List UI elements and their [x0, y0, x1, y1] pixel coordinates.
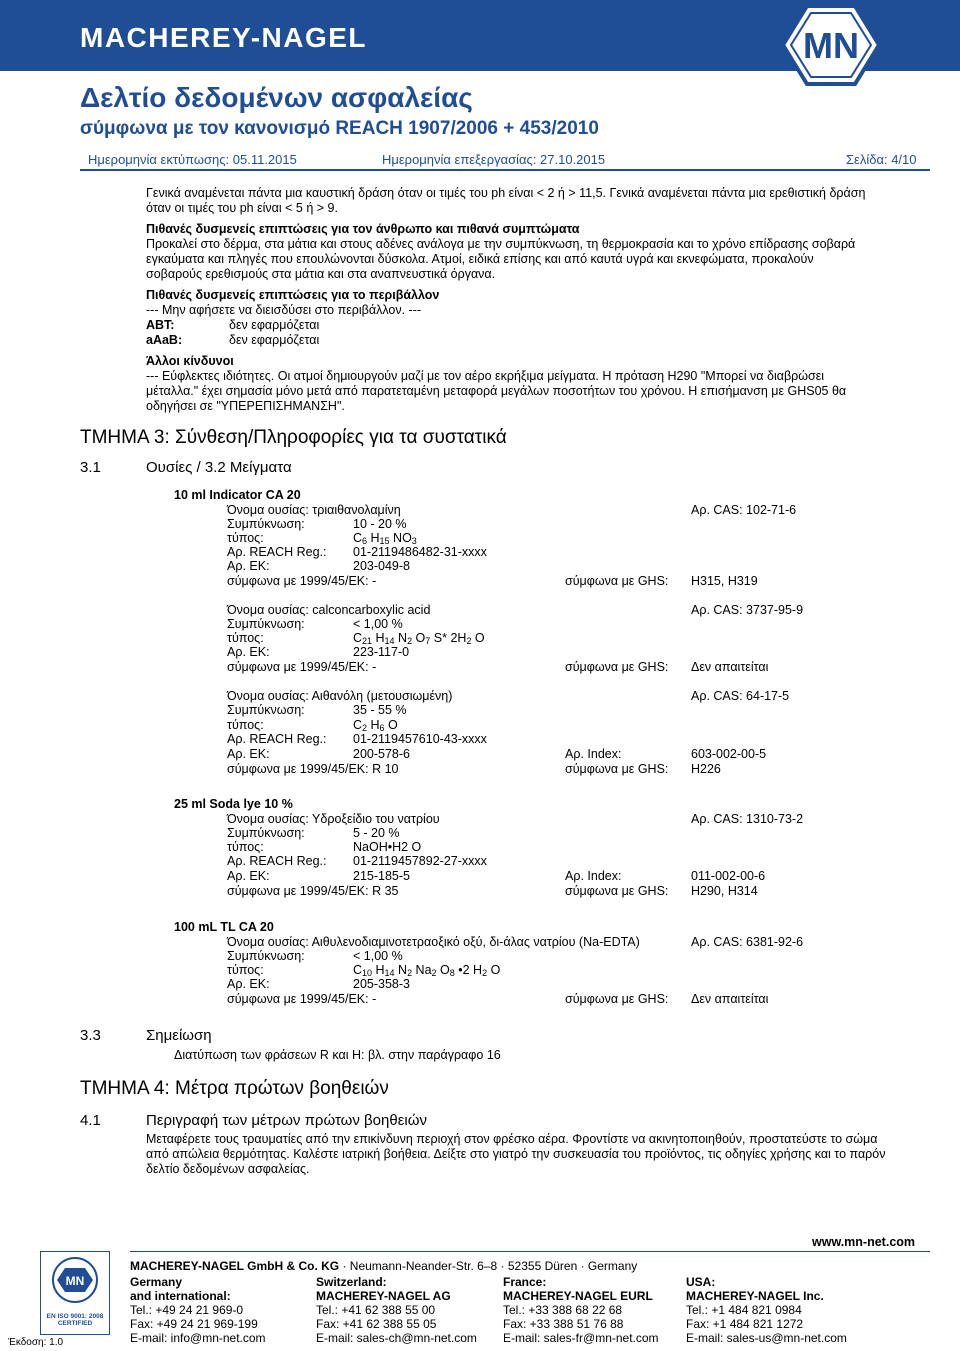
- index-label: Αρ. Index:: [565, 869, 622, 883]
- first-aid-line-2: από απώλεια θερμότητας. Καλέστε ιατρική βοήθεια. Δείξτε στο γιατρό την συσκευασία του προϊόντος, τις οδηγίες χρήσης και το παρόν: [146, 1147, 886, 1161]
- human-effects-line-1: Προκαλεί στο δέρμα, στα μάτια και στους αδένες ανάλογα με την συμπύκνωση, τη θερμοκρασία και το χρόνο επίδρασης σοβαρά: [146, 237, 856, 251]
- print-date: Ημερομηνία εκτύπωσης: 05.11.2015: [88, 152, 297, 167]
- conc-value: < 1,00 %: [353, 949, 403, 963]
- substance-name-label: Όνομα ουσίας: Αιθυλενοδιαμινοτετραοξικό οξύ, δι-άλας νατρίου (Na-EDTA): [227, 935, 640, 949]
- footer-switzerland-heading: Switzerland:: [316, 1275, 387, 1289]
- other-hazards-line-3: οδηγήσει σε "ΥΠΕΡΕΠΙΣΗΜΑΝΣΗ".: [146, 399, 345, 413]
- footer-usa-tel: Tel.: +1 484 821 0984: [686, 1303, 802, 1317]
- other-hazards-heading: Άλλοι κίνδυνοι: [146, 354, 234, 368]
- footer-usa-email[interactable]: E-mail: sales-us@mn-net.com: [686, 1331, 847, 1345]
- brand-name: MACHEREY-NAGEL: [80, 22, 368, 53]
- section-4-1-number: 4.1: [80, 1112, 101, 1129]
- mn-logo-icon: [781, 2, 881, 88]
- ghs-label: σύμφωνα με GHS:: [565, 762, 669, 776]
- reach-value: 01-2119457892-27-xxxx: [353, 854, 487, 868]
- directive-classification: σύμφωνα με 1999/45/ΕΚ: -: [227, 574, 377, 588]
- abt-label: ABT:: [146, 318, 175, 332]
- footer-url[interactable]: www.mn-net.com: [812, 1235, 916, 1249]
- other-hazards-line-2: μέταλλα." έχει σημασία μόνο μετά από παρατεταμένη μεταφορά μεγάλων ποσοτήτων του χρόνου. Η επισήμανση με GHS05 θα: [146, 384, 847, 398]
- human-effects-line-2: εγκαύματα και πληγές που επουλώνονται δύσκολα. Ατμοί, ειδικά επίσης και από καυτά υγρά και εκνεφώματα, προκαλούν: [146, 252, 814, 266]
- footer-germany-tel: Tel.: +49 24 21 969-0: [130, 1303, 244, 1317]
- directive-classification: σύμφωνα με 1999/45/ΕΚ: -: [227, 992, 377, 1006]
- ghs-value: H226: [691, 762, 721, 776]
- substance-name-label: Όνομα ουσίας: calconcarboxylic acid: [227, 603, 431, 617]
- footer-switzerland-tel: Tel.: +41 62 388 55 00: [316, 1303, 436, 1317]
- ghs-label: σύμφωνα με GHS:: [565, 884, 669, 898]
- conc-value: 10 - 20 %: [353, 517, 407, 531]
- footer-usa-company: MACHEREY-NAGEL Inc.: [686, 1289, 824, 1303]
- footer-germany-heading: Germany: [130, 1275, 183, 1289]
- conc-label: Συμπύκνωση:: [227, 617, 305, 631]
- ec-label: Αρ. ΕΚ:: [227, 869, 270, 883]
- iso-certificate-badge: [40, 1251, 110, 1335]
- footer-france-email[interactable]: E-mail: sales-fr@mn-net.com: [503, 1331, 659, 1345]
- formula: $C_2$ $H_6$ O: [353, 718, 398, 733]
- conc-label: Συμπύκνωση:: [227, 949, 305, 963]
- human-effects-line-3: σοβαρούς ερεθισμούς στα μάτια και στα αναπνευστικά όργανα.: [146, 267, 496, 281]
- cas-number: Αρ. CAS: 102-71-6: [691, 503, 797, 517]
- footer-france-fax: Fax: +33 388 51 76 88: [503, 1317, 624, 1331]
- footer-usa-fax: Fax: +1 484 821 1272: [686, 1317, 804, 1331]
- header-divider: [80, 169, 930, 171]
- cas-number: Αρ. CAS: 64-17-5: [691, 689, 790, 703]
- footer-divider: [130, 1251, 930, 1252]
- svg-text:MN: MN: [65, 1274, 85, 1288]
- edition: Έκδοση: 1.0: [8, 1337, 64, 1348]
- ec-value: 200-578-6: [353, 747, 410, 761]
- type-label: τύπος:: [227, 718, 264, 732]
- footer-switzerland-fax: Fax: +41 62 388 55 05: [316, 1317, 437, 1331]
- page-number: Σελίδα: 4/10: [846, 152, 917, 167]
- index-value: 011-002-00-6: [691, 869, 766, 883]
- revision-date: Ημερομηνία επεξεργασίας: 27.10.2015: [382, 152, 606, 167]
- ghs-label: σύμφωνα με GHS:: [565, 660, 669, 674]
- ec-value: 223-117-0: [353, 645, 410, 659]
- footer-germany-email[interactable]: E-mail: info@mn-net.com: [130, 1331, 266, 1345]
- group-title: 25 ml Soda lye 10 %: [174, 797, 293, 811]
- conc-value: 35 - 55 %: [353, 703, 407, 717]
- reach-value: 01-2119486482-31-xxxx: [353, 545, 487, 559]
- conc-label: Συμπύκνωση:: [227, 826, 305, 840]
- substance-name-label: Όνομα ουσίας: Αιθανόλη (μετουσιωμένη): [227, 689, 453, 703]
- type-label: τύπος:: [227, 631, 264, 645]
- footer-germany-fax: Fax: +49 24 21 969-199: [130, 1317, 258, 1331]
- first-aid-line-3: δελτίο δεδομένων ασφαλείας.: [146, 1162, 310, 1176]
- formula: $C_{10}$ $H_{14}$ $N_2$ $Na_2$ $O_8$ •2 $H_2$ O: [353, 963, 501, 978]
- formula: $C_{21}$ $H_{14}$ $N_2$ $O_7$ S* $2H_2$ O: [353, 631, 485, 646]
- cert-line-1: EN ISO 9001: 2008: [46, 1313, 104, 1320]
- footer-usa-heading: USA:: [686, 1275, 716, 1289]
- substance-name-label: Όνομα ουσίας: τριαιθανολαμίνη: [227, 503, 401, 517]
- index-label: Αρ. Index:: [565, 747, 622, 761]
- environment-heading: Πιθανές δυσμενείς επιπτώσεις για το περιβάλλον: [146, 288, 440, 302]
- index-value: 603-002-00-5: [691, 747, 767, 761]
- ec-value: 215-185-5: [353, 869, 410, 883]
- conc-label: Συμπύκνωση:: [227, 703, 305, 717]
- human-effects-heading: Πιθανές δυσμενείς επιπτώσεις για τον άνθρωπο και πιθανά συμπτώματα: [146, 222, 580, 236]
- conc-label: Συμπύκνωση:: [227, 517, 305, 531]
- reach-label: Αρ. REACH Reg.:: [227, 545, 327, 559]
- footer-germany-subheading: and international:: [130, 1289, 231, 1303]
- footer-switzerland-company: MACHEREY-NAGEL AG: [316, 1289, 451, 1303]
- section-3-1-title: Ουσίες / 3.2 Μείγματα: [146, 459, 292, 476]
- type-label: τύπος:: [227, 531, 264, 545]
- footer-france-tel: Tel.: +33 388 68 22 68: [503, 1303, 623, 1317]
- section-3-3-title: Σημείωση: [146, 1027, 212, 1044]
- directive-classification: σύμφωνα με 1999/45/ΕΚ: R 35: [227, 884, 399, 898]
- ec-value: 203-049-8: [353, 559, 410, 573]
- company-address: MACHEREY-NAGEL GmbH & Co. KG · Neumann-Neander-Str. 6–8 · 52355 Düren · Germany: [130, 1259, 638, 1273]
- reach-value: 01-2119457610-43-xxxx: [353, 732, 487, 746]
- other-hazards-line-1: --- Εύφλεκτες ιδιότητες. Οι ατμοί δημιουργούν μαζί με τον αέρο εκρήξιμα μείγματα. Η πρόταση H290 "Μπορεί να διαβρώσει: [146, 369, 825, 383]
- group-title: 100 mL TL CA 20: [174, 920, 274, 934]
- document-subtitle: σύμφωνα με τον κανονισμό REACH 1907/2006 + 453/2010: [80, 118, 599, 139]
- ec-label: Αρ. ΕΚ:: [227, 977, 270, 991]
- formula: $C_6$ $H_{15}$ $NO_3$: [353, 531, 417, 546]
- ghs-label: σύμφωνα με GHS:: [565, 574, 669, 588]
- ec-label: Αρ. ΕΚ:: [227, 747, 270, 761]
- substance-name-label: Όνομα ουσίας: Υδροξείδιο του νατρίου: [227, 812, 440, 826]
- environment-line: --- Μην αφήσετε να διεισδύσει στο περιβάλλον. ---: [146, 303, 422, 317]
- abt-value: δεν εφαρμόζεται: [229, 318, 320, 332]
- group-title: 10 ml Indicator CA 20: [174, 488, 301, 502]
- cas-number: Αρ. CAS: 1310-73-2: [691, 812, 804, 826]
- footer-france-heading: France:: [503, 1275, 547, 1289]
- formula: NaOH•H2 O: [353, 840, 422, 854]
- reach-label: Αρ. REACH Reg.:: [227, 854, 327, 868]
- note-text: Διατύπωση των φράσεων R και H: βλ. στην παράγραφο 16: [174, 1048, 501, 1062]
- ph-note-line-2: όταν οι τιμές του ph είναι < 5 ή > 9.: [146, 201, 338, 215]
- certificate-mn-icon: [41, 1252, 109, 1308]
- footer-france-company: MACHEREY-NAGEL EURL: [503, 1289, 653, 1303]
- cas-number: Αρ. CAS: 6381-92-6: [691, 935, 804, 949]
- section-4-1-title: Περιγραφή των μέτρων πρώτων βοηθειών: [146, 1112, 427, 1129]
- ghs-value: H290, H314: [691, 884, 758, 898]
- ghs-value: Δεν απαιτείται: [691, 992, 769, 1006]
- conc-value: 5 - 20 %: [353, 826, 400, 840]
- ghs-value: Δεν απαιτείται: [691, 660, 769, 674]
- section-3-1-number: 3.1: [80, 459, 101, 476]
- section-3-3-number: 3.3: [80, 1027, 101, 1044]
- cas-number: Αρ. CAS: 3737-95-9: [691, 603, 804, 617]
- svg-text:MN: MN: [803, 25, 859, 66]
- ghs-value: H315, H319: [691, 574, 758, 588]
- cert-line-2: CERTIFIED: [57, 1320, 93, 1327]
- ec-label: Αρ. ΕΚ:: [227, 559, 270, 573]
- aaab-value: δεν εφαρμόζεται: [229, 333, 320, 347]
- type-label: τύπος:: [227, 963, 264, 977]
- ph-note-line-1: Γενικά αναμένεται πάντα μια καυστική δράση όταν οι τιμές του ph είναι < 2 ή > 11,5. Γενικά αναμένεται πάντα μια ερεθιστική δράση: [146, 186, 866, 200]
- document-title: Δελτίο δεδομένων ασφαλείας: [80, 82, 473, 113]
- aaab-label: aAaB:: [146, 333, 183, 347]
- conc-value: < 1,00 %: [353, 617, 403, 631]
- type-label: τύπος:: [227, 840, 264, 854]
- ghs-label: σύμφωνα με GHS:: [565, 992, 669, 1006]
- footer-switzerland-email[interactable]: E-mail: sales-ch@mn-net.com: [316, 1331, 477, 1345]
- section-4-title: ΤΜΗΜΑ 4: Μέτρα πρώτων βοηθειών: [80, 1078, 389, 1099]
- directive-classification: σύμφωνα με 1999/45/ΕΚ: -: [227, 660, 377, 674]
- ec-label: Αρ. ΕΚ:: [227, 645, 270, 659]
- reach-label: Αρ. REACH Reg.:: [227, 732, 327, 746]
- section-3-title: ΤΜΗΜΑ 3: Σύνθεση/Πληροφορίες για τα συστατικά: [80, 427, 507, 448]
- ec-value: 205-358-3: [353, 977, 410, 991]
- first-aid-line-1: Μεταφέρετε τους τραυματίες από την επικίνδυνη περιοχή στον φρέσκο αέρα. Φροντίστε να ακινητοποιηθούν, προστατεύστε το σώμα: [146, 1132, 878, 1146]
- directive-classification: σύμφωνα με 1999/45/ΕΚ: R 10: [227, 762, 399, 776]
